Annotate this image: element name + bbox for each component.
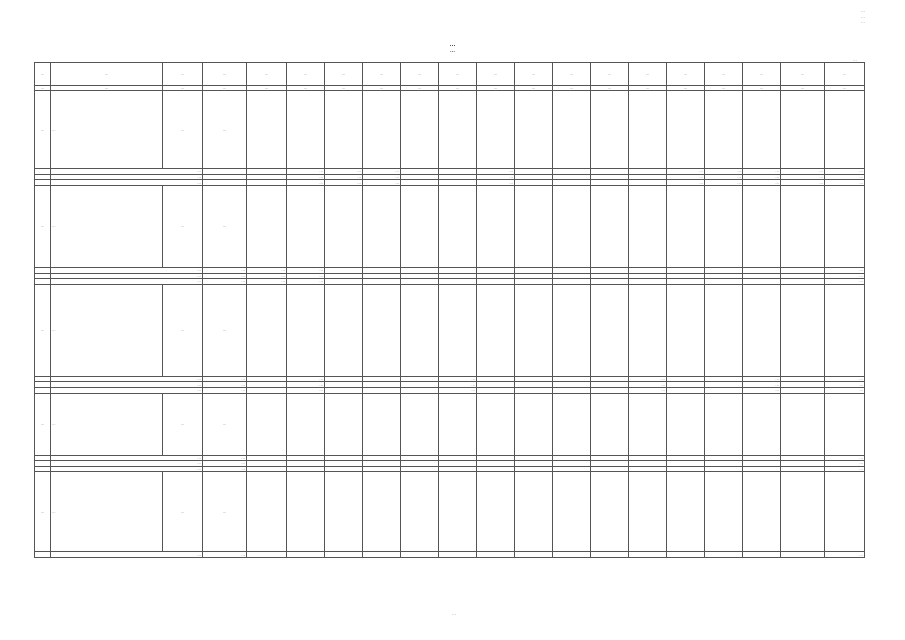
summary-value: … [743, 174, 781, 180]
summary-label: … [51, 376, 203, 382]
summary-value: … [287, 180, 325, 186]
empty-cell [781, 185, 825, 267]
column-header: … [743, 63, 781, 86]
empty-cell [401, 185, 439, 267]
column-header: … [825, 63, 865, 86]
summary-value: … [203, 267, 247, 273]
empty-cell [705, 185, 743, 267]
empty-cell [247, 91, 287, 169]
empty-cell [515, 185, 553, 267]
empty-cell [667, 393, 705, 455]
summary-value [705, 552, 743, 558]
program-organization: … [203, 91, 247, 169]
summary-value: … [825, 279, 865, 285]
column-number: … [553, 86, 591, 91]
column-number: … [439, 86, 477, 91]
empty-cell [743, 91, 781, 169]
program-organization: … [203, 393, 247, 455]
summary-label: … [51, 387, 203, 393]
summary-value [363, 552, 401, 558]
column-number: … [477, 86, 515, 91]
column-number: … [705, 86, 743, 91]
program-number: … [35, 393, 51, 455]
empty-cell [363, 393, 401, 455]
empty-cell [515, 284, 553, 376]
empty-cell [629, 393, 667, 455]
empty-cell [477, 185, 515, 267]
column-header: … [203, 63, 247, 86]
program-row [35, 91, 865, 169]
empty-cell [591, 185, 629, 267]
empty-cell [325, 472, 363, 552]
empty-cell [781, 393, 825, 455]
summary-label: … [51, 169, 203, 175]
column-header: … [781, 63, 825, 86]
summary-value: … [825, 180, 865, 186]
empty-cell [705, 91, 743, 169]
column-number: … [591, 86, 629, 91]
empty-cell [705, 284, 743, 376]
empty-cell [363, 91, 401, 169]
empty-cell [825, 393, 865, 455]
summary-value: … [667, 169, 705, 175]
empty-cell [287, 91, 325, 169]
appendix-line: … [861, 8, 865, 13]
summary-row [35, 552, 865, 558]
empty-cell [629, 472, 667, 552]
empty-cell [515, 393, 553, 455]
summary-value: … [781, 174, 825, 180]
empty-cell [325, 284, 363, 376]
summary-value: … [825, 169, 865, 175]
summary-value: … [247, 267, 287, 273]
empty-cell [705, 393, 743, 455]
empty-cell [363, 472, 401, 552]
appendix-note [665, 8, 865, 25]
summary-value: … [363, 180, 401, 186]
empty-cell [629, 185, 667, 267]
summary-value [553, 552, 591, 558]
summary-value: … [325, 169, 363, 175]
column-number: … [515, 86, 553, 91]
summary-value: … [825, 273, 865, 279]
empty-cell [247, 185, 287, 267]
summary-label: … [51, 455, 203, 461]
summary-value: … [629, 382, 667, 388]
empty-cell [743, 284, 781, 376]
empty-cell [667, 284, 705, 376]
column-header: … [287, 63, 325, 86]
column-number: … [629, 86, 667, 91]
summary-value: … [439, 376, 477, 382]
summary-value [743, 552, 781, 558]
program-name: … [51, 284, 163, 376]
column-number: … [203, 86, 247, 91]
summary-value: … [743, 169, 781, 175]
column-header: … [363, 63, 401, 86]
column-header: … [629, 63, 667, 86]
empty-cell [591, 393, 629, 455]
summary-value: … [781, 169, 825, 175]
empty-cell [35, 552, 51, 558]
empty-cell [247, 284, 287, 376]
appendix-line: … [861, 13, 865, 19]
report-subtitle: … [450, 49, 455, 54]
column-header: … [51, 63, 163, 86]
summary-value: … [667, 180, 705, 186]
summary-value: … [287, 267, 325, 273]
empty-cell [439, 472, 477, 552]
program-code: … [163, 472, 203, 552]
empty-cell [553, 91, 591, 169]
summary-value: … [203, 387, 247, 393]
empty-cell [477, 393, 515, 455]
header-row [35, 63, 865, 86]
summary-value: … [825, 455, 865, 461]
summary-value: … [203, 455, 247, 461]
column-header: … [401, 63, 439, 86]
column-header: … [35, 63, 51, 86]
summary-value [401, 552, 439, 558]
summary-value: … [439, 382, 477, 388]
summary-label: … [51, 180, 203, 186]
column-header: … [247, 63, 287, 86]
summary-value: … [825, 461, 865, 467]
summary-value: … [477, 174, 515, 180]
empty-cell [401, 393, 439, 455]
empty-cell [247, 393, 287, 455]
summary-value [287, 552, 325, 558]
summary-value [591, 552, 629, 558]
column-header: … [439, 63, 477, 86]
empty-cell [439, 185, 477, 267]
column-number: … [35, 86, 51, 91]
program-row [35, 284, 865, 376]
summary-value: … [363, 169, 401, 175]
summary-label: … [51, 267, 203, 273]
empty-cell [515, 472, 553, 552]
summary-value: … [629, 376, 667, 382]
units-label: … [853, 57, 857, 62]
program-number: … [35, 472, 51, 552]
empty-cell [287, 185, 325, 267]
empty-cell [743, 393, 781, 455]
summary-value: … [825, 552, 865, 558]
program-code: … [163, 91, 203, 169]
summary-value: … [363, 174, 401, 180]
column-header: … [591, 63, 629, 86]
summary-value: … [287, 279, 325, 285]
column-number: … [743, 86, 781, 91]
column-header: … [515, 63, 553, 86]
empty-cell [247, 472, 287, 552]
summary-value: … [287, 376, 325, 382]
empty-cell [439, 91, 477, 169]
empty-cell [825, 284, 865, 376]
summary-value: … [743, 382, 781, 388]
empty-cell [591, 91, 629, 169]
summary-value: … [477, 169, 515, 175]
program-number: … [35, 185, 51, 267]
column-header: … [325, 63, 363, 86]
program-number: … [35, 91, 51, 169]
column-header: … [477, 63, 515, 86]
program-name: … [51, 185, 163, 267]
empty-cell [363, 284, 401, 376]
summary-value: … [247, 273, 287, 279]
summary-value: … [203, 466, 247, 472]
empty-cell [325, 185, 363, 267]
program-organization: … [203, 472, 247, 552]
column-number: … [667, 86, 705, 91]
column-number: … [51, 86, 163, 91]
empty-cell [667, 91, 705, 169]
empty-cell [287, 393, 325, 455]
empty-cell [781, 472, 825, 552]
column-header: … [705, 63, 743, 86]
summary-value [325, 552, 363, 558]
program-name: … [51, 393, 163, 455]
empty-cell [591, 472, 629, 552]
summary-value: … [287, 174, 325, 180]
summary-label: … [51, 382, 203, 388]
summary-value [477, 552, 515, 558]
empty-cell [667, 185, 705, 267]
empty-cell [477, 91, 515, 169]
empty-cell [629, 284, 667, 376]
summary-value [439, 552, 477, 558]
summary-value: … [825, 174, 865, 180]
program-code: … [163, 185, 203, 267]
empty-cell [825, 185, 865, 267]
summary-value: … [705, 174, 743, 180]
column-number: … [363, 86, 401, 91]
report-title: … [449, 42, 456, 48]
summary-value: … [477, 180, 515, 186]
summary-label: … [51, 461, 203, 467]
empty-cell [363, 185, 401, 267]
column-number: … [401, 86, 439, 91]
summary-value: … [287, 273, 325, 279]
empty-cell [401, 284, 439, 376]
empty-cell [743, 472, 781, 552]
empty-cell [629, 91, 667, 169]
summary-value [515, 552, 553, 558]
empty-cell [439, 284, 477, 376]
summary-value [667, 552, 705, 558]
empty-cell [743, 185, 781, 267]
summary-value: … [743, 387, 781, 393]
summary-value: … [629, 387, 667, 393]
summary-value: … [825, 466, 865, 472]
summary-value: … [825, 376, 865, 382]
summary-value: … [203, 279, 247, 285]
summary-value: … [247, 279, 287, 285]
summary-value: … [705, 180, 743, 186]
summary-value: … [203, 382, 247, 388]
summary-value: … [287, 387, 325, 393]
program-name: … [51, 472, 163, 552]
summary-value: … [705, 169, 743, 175]
summary-value: … [825, 267, 865, 273]
empty-cell [477, 472, 515, 552]
summary-value [781, 552, 825, 558]
empty-cell [825, 91, 865, 169]
empty-cell [401, 91, 439, 169]
appendix-line: … [861, 19, 865, 24]
summary-value: … [439, 387, 477, 393]
program-organization: … [203, 185, 247, 267]
empty-cell [553, 284, 591, 376]
empty-cell [287, 284, 325, 376]
empty-cell [477, 284, 515, 376]
summary-value: … [325, 180, 363, 186]
column-header: … [553, 63, 591, 86]
summary-value: … [825, 387, 865, 393]
summary-value: … [203, 552, 247, 558]
column-header: … [667, 63, 705, 86]
empty-cell [553, 472, 591, 552]
empty-cell [325, 91, 363, 169]
summary-value: … [287, 169, 325, 175]
program-row [35, 393, 865, 455]
empty-cell [553, 185, 591, 267]
program-name: … [51, 91, 163, 169]
summary-value: … [287, 382, 325, 388]
empty-cell [705, 472, 743, 552]
empty-cell [825, 472, 865, 552]
program-row [35, 185, 865, 267]
empty-cell [591, 284, 629, 376]
summary-value [629, 552, 667, 558]
report-table [34, 62, 865, 558]
empty-cell [439, 393, 477, 455]
page-number: … [452, 611, 456, 616]
summary-value: … [203, 376, 247, 382]
summary-value: … [203, 273, 247, 279]
program-number: … [35, 284, 51, 376]
summary-label: … [51, 273, 203, 279]
summary-value: … [743, 376, 781, 382]
summary-label: … [51, 174, 203, 180]
summary-value: … [667, 174, 705, 180]
empty-cell [401, 472, 439, 552]
summary-value: … [781, 180, 825, 186]
column-number: … [163, 86, 203, 91]
empty-cell [781, 284, 825, 376]
summary-value: … [825, 382, 865, 388]
empty-cell [781, 91, 825, 169]
empty-cell [667, 472, 705, 552]
summary-value: … [325, 174, 363, 180]
empty-cell [515, 91, 553, 169]
column-number: … [287, 86, 325, 91]
empty-cell [553, 393, 591, 455]
empty-cell [325, 393, 363, 455]
summary-value: … [203, 461, 247, 467]
column-number: … [781, 86, 825, 91]
program-code: … [163, 284, 203, 376]
summary-label: … [51, 552, 203, 558]
program-code: … [163, 393, 203, 455]
column-number: … [325, 86, 363, 91]
empty-cell [287, 472, 325, 552]
column-number: … [247, 86, 287, 91]
column-number: … [825, 86, 865, 91]
summary-value [247, 552, 287, 558]
column-header: … [163, 63, 203, 86]
summary-label: … [51, 466, 203, 472]
program-organization: … [203, 284, 247, 376]
summary-label: … [51, 279, 203, 285]
program-row [35, 472, 865, 552]
summary-value: … [743, 180, 781, 186]
